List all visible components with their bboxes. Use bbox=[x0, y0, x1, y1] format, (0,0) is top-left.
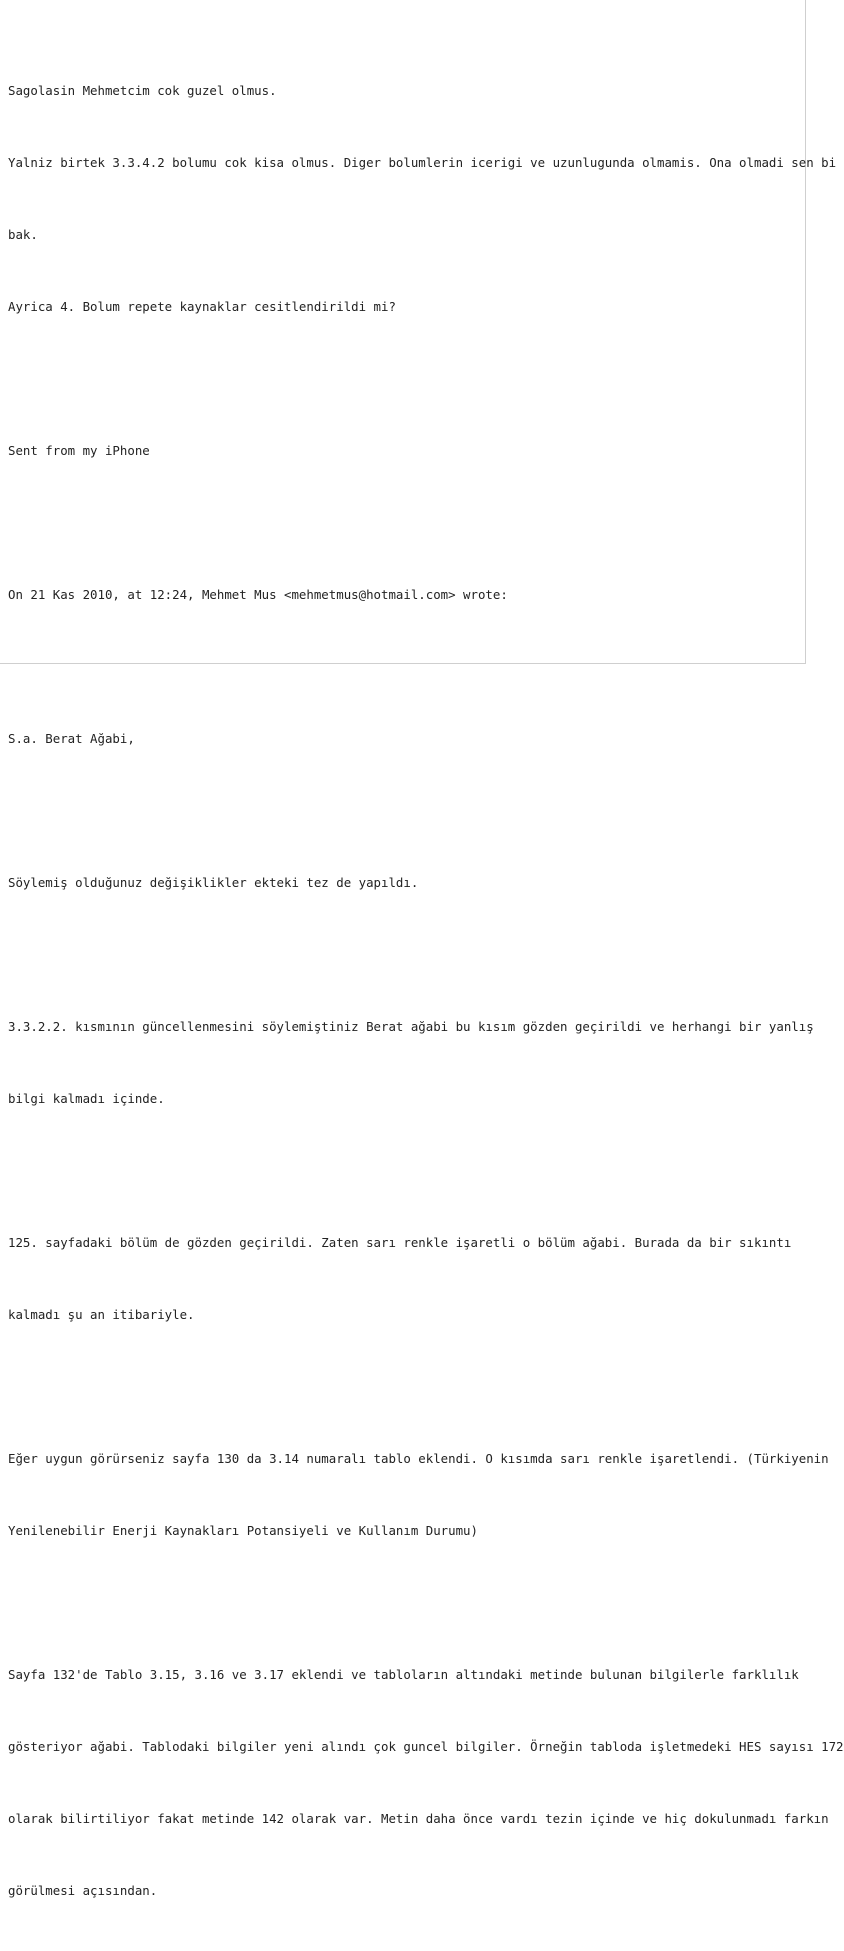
blank-line bbox=[8, 1375, 800, 1399]
quote-header-line: On 21 Kas 2010, at 12:24, Mehmet Mus <mehmetmus@hotmail.com> wrote: bbox=[8, 587, 508, 602]
blank-line bbox=[8, 943, 800, 967]
email-line: Yalniz birtek 3.3.4.2 bolumu cok kisa olmus. Diger bolumlerin icerigi ve uzunlugunda olmamis. Ona olmadi sen bi bbox=[8, 155, 837, 170]
email-line: 3.3.2.2. kısmının güncellenmesini söylemiştiniz Berat ağabi bu kısım gözden geçirildi ve herhangi bir yanlış bbox=[8, 1019, 814, 1034]
email-line: gösteriyor ağabi. Tablodaki bilgiler yeni alındı çok guncel bilgiler. Örneğin tabloda işletmedeki HES sayısı 172 bbox=[8, 1739, 844, 1754]
email-body bbox=[8, 31, 844, 1951]
email-line: olarak bilirtiliyor fakat metinde 142 olarak var. Metin daha önce vardı tezin içinde ve hiç dokulunmadı farkın bbox=[8, 1811, 829, 1826]
blank-line bbox=[8, 1591, 800, 1615]
blank-line bbox=[8, 1159, 800, 1183]
blank-line bbox=[8, 799, 800, 823]
greeting-line: S.a. Berat Ağabi, bbox=[8, 731, 135, 746]
email-line: görülmesi açısından. bbox=[8, 1883, 158, 1898]
email-line: Sayfa 132'de Tablo 3.15, 3.16 ve 3.17 eklendi ve tabloların altındaki metinde bulunan bilgilerle farklılık bbox=[8, 1667, 799, 1682]
email-line: Eğer uygun görürseniz sayfa 130 da 3.14 numaralı tablo eklendi. O kısımda sarı renkle işaretlendi. (Türkiyenin bbox=[8, 1451, 829, 1466]
email-line: Söylemiş olduğunuz değişiklikler ekteki tez de yapıldı. bbox=[8, 875, 419, 890]
email-line: Yenilenebilir Enerji Kaynakları Potansiyeli ve Kullanım Durumu) bbox=[8, 1523, 478, 1538]
blank-line bbox=[8, 655, 800, 679]
email-line: 125. sayfadaki bölüm de gözden geçirildi. Zaten sarı renkle işaretli o bölüm ağabi. Burada da bir sıkıntı bbox=[8, 1235, 792, 1250]
email-line: bak. bbox=[8, 227, 38, 242]
blank-line bbox=[8, 367, 800, 391]
signature-line: Sent from my iPhone bbox=[8, 443, 150, 458]
blank-line bbox=[8, 511, 800, 535]
email-line: Ayrica 4. Bolum repete kaynaklar cesitlendirildi mi? bbox=[8, 299, 396, 314]
email-line: bilgi kalmadı içinde. bbox=[8, 1091, 165, 1106]
email-line: Sagolasin Mehmetcim cok guzel olmus. bbox=[8, 83, 277, 98]
email-line: kalmadı şu an itibariyle. bbox=[8, 1307, 195, 1322]
